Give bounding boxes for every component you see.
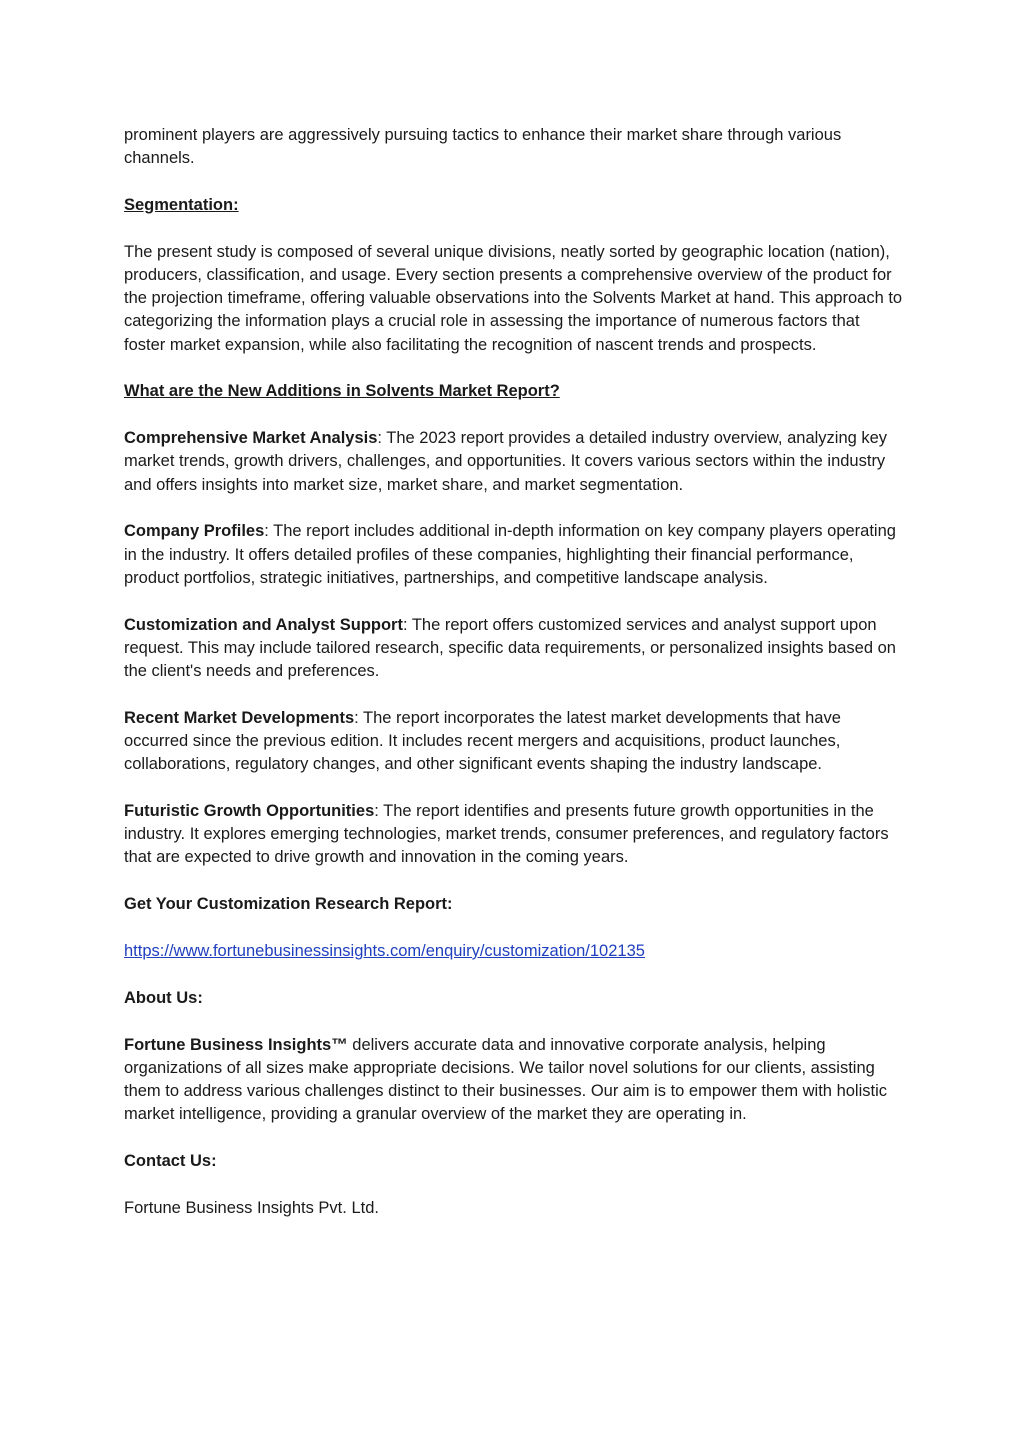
addition-term: Futuristic Growth Opportunities (124, 802, 375, 821)
addition-item-customization (124, 614, 904, 684)
addition-text: : The 2023 report provides a detailed industry overview, analyzing key market trends, growth drivers, challenges, and opportunities. It covers various sectors within the industry and offers insights into market size, market share, and market segmentation. (124, 429, 888, 494)
addition-term: Recent Market Developments (124, 708, 355, 727)
addition-text: : The report identifies and presents future growth opportunities in the industry. It explores emerging technologies, market trends, consumer preferences, and regulatory factors that are expected to drive growth and innovation in the coming years. (124, 802, 889, 867)
addition-item-market-analysis (124, 427, 904, 497)
new-additions-heading: What are the New Additions in Solvents Market Report? (124, 382, 560, 401)
about-paragraph (124, 1034, 904, 1127)
addition-text: : The report offers customized services and analyst support upon request. This may include tailored research, specific data requirements, or personalized insights based on the client's needs and preferences. (124, 615, 896, 681)
intro-paragraph: prominent players are aggressively pursuing tactics to enhance their market share through various channels. (124, 126, 842, 168)
contact-company: Fortune Business Insights Pvt. Ltd. (124, 1198, 379, 1217)
addition-text: : The report includes additional in-depth information on key company players operating in the industry. It offers detailed profiles of these companies, highlighting their financial performance, product portfolios, strategic initiatives, partnerships, and competitive landscape analysis. (124, 522, 896, 587)
addition-item-company-profiles (124, 520, 904, 590)
about-term: Fortune Business Insights™ (124, 1035, 348, 1054)
addition-term: Comprehensive Market Analysis (124, 429, 378, 448)
addition-item-growth-opportunities (124, 800, 904, 870)
document-body (124, 124, 904, 1244)
segmentation-paragraph: The present study is composed of several unique divisions, neatly sorted by geographic location (nation), producers, classification, and usage. Every section presents a comprehensive overview of the product for the projection timeframe, offering valuable observations into the Solvents Market at hand. This approach to categorizing the information plays a crucial role in assessing the importance of numerous factors that foster market expansion, while also facilitating the recognition of nascent trends and prospects. (124, 242, 903, 354)
addition-term: Company Profiles (124, 522, 265, 541)
addition-item-recent-developments (124, 707, 904, 777)
about-text: delivers accurate data and innovative corporate analysis, helping organizations of all sizes make appropriate decisions. We tailor novel solutions for our clients, assisting them to address various challenges distinct to their businesses. Our aim is to empower them with holistic market intelligence, providing a granular overview of the market they are operating in. (124, 1035, 888, 1124)
customization-link[interactable]: https://www.fortunebusinessinsights.com/enquiry/customization/102135 (124, 942, 645, 961)
addition-term: Customization and Analyst Support (124, 615, 403, 634)
segmentation-heading: Segmentation: (124, 196, 239, 214)
addition-text: : The report incorporates the latest market developments that have occurred since the previous edition. It includes recent mergers and acquisitions, product launches, collaborations, regulatory changes, and other significant events shaping the industry landscape. (124, 708, 841, 774)
customization-heading: Get Your Customization Research Report: (124, 895, 453, 914)
customization-link-paragraph (124, 940, 904, 963)
contact-heading: Contact Us: (124, 1152, 217, 1171)
about-heading: About Us: (124, 988, 203, 1007)
